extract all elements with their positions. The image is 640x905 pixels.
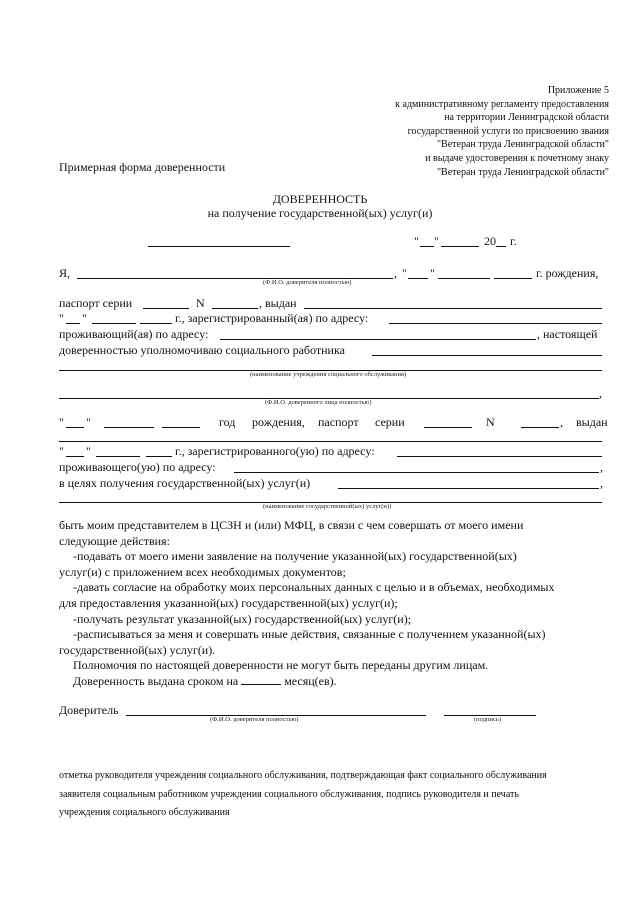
agent-series: серии [375,415,405,429]
passport-number-field[interactable] [212,308,258,309]
passport-series-field[interactable] [143,308,189,309]
agent-birth-word2: рождения, [252,415,305,429]
birth-quote-open: " [402,266,407,280]
appendix-line: к административному регламенту предоставления [395,98,609,110]
appendix-line: на территории Ленинградской области [444,112,609,124]
footer-line: заявителя социальным работником учреждения социального обслуживания, подпись руководителя и печать [59,788,519,800]
authorize-label: доверенностью уполномочиваю социального работника [59,343,345,357]
org-caption: (наименование учреждения социального обслуживания) [250,371,407,378]
services-caption: (наименование государственной(ых) услуг(и)) [263,503,392,510]
passport-series-label: паспорт серии [59,296,133,310]
agent-residing: проживающего(ую) по адресу: [59,460,216,474]
body-line: -расписываться за меня и совершать иные действия, связанные с получением указанной(ых) [73,627,546,642]
agent-residing-field[interactable] [234,472,599,473]
appendix-line: "Ветеран труда Ленинградской области" [436,166,609,178]
body-line: услуг(и) с приложением всех необходимых документов; [59,564,346,579]
agent-comma2: , [560,415,563,429]
date-day-field[interactable] [420,246,434,247]
body-line: для предоставления указанной(ых) государственной(ых) услуг(и); [59,595,398,610]
date-year-field[interactable] [496,246,506,247]
agent-number-field[interactable] [521,427,559,428]
reg-month-field[interactable] [92,323,136,324]
agent-birth-day-field[interactable] [66,427,84,428]
reg-quote-open: " [59,311,64,325]
doc-title: ДОВЕРЕННОСТЬ [272,192,368,206]
agent-reg-quote-close: " [86,444,91,458]
agent-issued-by-field[interactable] [59,441,602,442]
agent-n: N [486,415,495,429]
term-unit: месяц(ев). [284,673,337,688]
date-year-suffix: г. [510,234,517,248]
agent-reg-year-field[interactable] [146,456,172,457]
agent-birth-quote-close: " [86,415,91,429]
residing-label: проживающий(ая) по адресу: [59,327,209,341]
agent-reg-quote-open: " [59,444,64,458]
appendix-block [395,84,609,179]
appendix-line: Приложение 5 [547,85,609,96]
registered-label: г., зарегистрированный(ая) по адресу: [175,311,369,325]
agent-birth-month-field[interactable] [104,427,154,428]
agent-passport: паспорт [318,415,359,429]
agent-birth-word: год [219,415,236,429]
principal-signature-label: Доверитель [59,703,119,717]
agent-birth-quote-open: " [59,415,64,429]
term-field[interactable] [241,674,281,685]
issued-by-field[interactable] [304,308,602,309]
body-line: следующие действия: [59,533,170,548]
residing-address-field[interactable] [220,339,536,340]
footer-line: учреждения социального обслуживания [59,807,230,818]
ya-label: Я, [59,266,71,280]
issued-label: , выдан [259,296,297,310]
body-line: быть моим представителем в ЦСЗН и (или) МФЦ, в связи с чем совершать от моего имени [59,518,524,532]
purpose-field[interactable] [338,488,599,489]
agent-reg-day-field[interactable] [66,456,84,457]
social-worker-field[interactable] [372,355,602,356]
date-year-prefix: 20 [484,234,496,248]
term-label: Доверенность выдана сроком на [73,673,239,688]
agent-series-field[interactable] [424,427,472,428]
comma: , [394,266,397,280]
agent-issued: выдан [576,415,608,429]
reg-year-field[interactable] [140,323,172,324]
footer-line: отметка руководителя учреждения социального обслуживания, подтверждающая факт социального обслуживания [59,770,547,781]
sample-form-label: Примерная форма доверенности [59,160,226,174]
agent-registered-field[interactable] [397,456,602,457]
principal-fio-sign-caption: (Ф.И.О. доверителя полностью) [210,716,299,723]
registered-address-field[interactable] [389,323,602,324]
place-field[interactable] [148,246,290,247]
signature-caption: (подпись) [474,716,501,723]
agent-comma4: , [600,476,603,490]
agent-comma3: , [600,460,603,474]
purpose-label: в целях получения государственной(ых) услуг(и) [59,476,311,490]
birth-day-field[interactable] [408,278,428,279]
body-line [59,674,611,690]
birth-quote-close: " [430,266,435,280]
agent-fio-caption: (Ф.И.О. доверенного лица полностью) [265,399,372,406]
body-line: государственной(ых) услуг(и). [59,642,216,657]
agent-comma: , [599,386,602,400]
agent-birth-year-field[interactable] [162,427,200,428]
passport-n-label: N [196,296,205,310]
agent-reg-month-field[interactable] [96,456,140,457]
reg-quote-close: " [82,311,87,325]
body-line: -давать согласие на обработку моих персональных данных с целью и в объемах, необходимых [73,580,555,595]
body-text [59,518,611,690]
appendix-line: и выдаче удостоверения к почетному знаку [425,152,609,164]
birth-year-field[interactable] [494,278,532,279]
birth-label: г. рождения, [536,266,599,280]
date-quote-close: " [434,234,439,248]
body-line: Полномочия по настоящей доверенности не могут быть переданы другим лицам. [73,658,489,673]
body-line: -получать результат указанной(ых) государственной(ых) услуг(и); [73,611,412,626]
principal-fio-caption: (Ф.И.О. доверителя полностью) [263,279,352,286]
footer-note [59,767,547,823]
birth-month-field[interactable] [438,278,490,279]
agent-registered: г., зарегистрированного(ую) по адресу: [175,444,375,458]
hereby-label: , настоящей [537,327,598,341]
doc-subtitle: на получение государственной(ых) услуг(и) [207,206,433,220]
date-month-field[interactable] [441,246,479,247]
body-line: -подавать от моего имени заявление на получение указанной(ых) государственной(ых) [73,549,517,564]
reg-day-field[interactable] [66,323,80,324]
date-quote-open: " [414,234,419,248]
appendix-line: "Ветеран труда Ленинградской области" [436,139,609,151]
appendix-line: государственной услуги по присвоению звания [407,125,609,137]
